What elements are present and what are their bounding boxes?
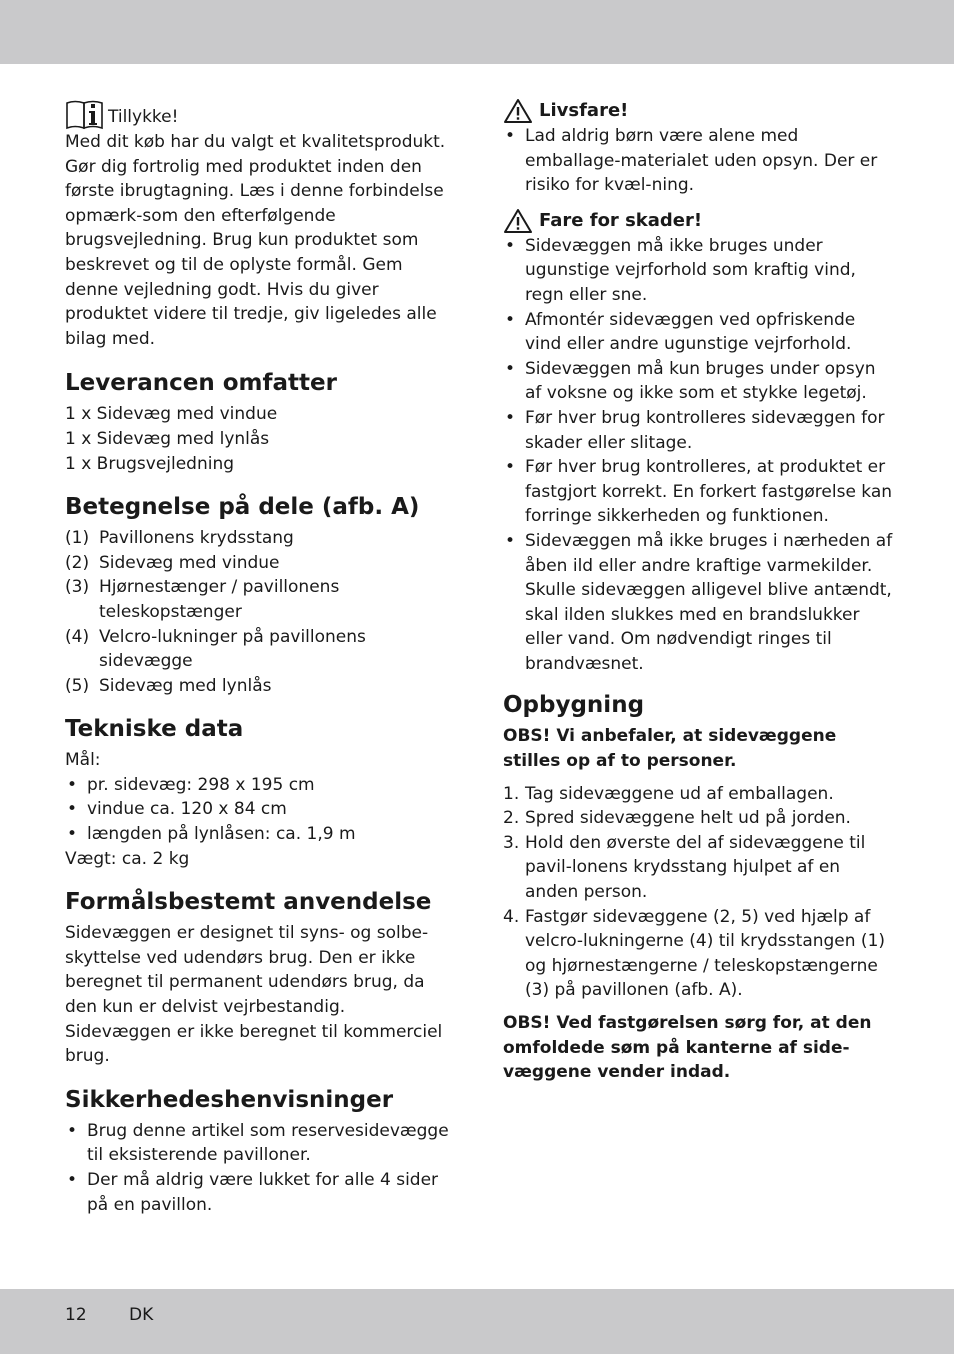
- danger-heading: [503, 98, 895, 124]
- parts-item: [65, 674, 455, 699]
- parts-item: [65, 575, 455, 624]
- left-column: [65, 98, 455, 1233]
- parts-section: [65, 492, 455, 698]
- parts-text: Hjørnestænger / pavillonens teleskopstænger: [99, 577, 340, 622]
- step-number: 1.: [503, 783, 520, 804]
- assembly-note: OBS! Vi anbefaler, at sidevæggene stilles op af to personer.: [503, 726, 837, 772]
- parts-number: (4): [65, 626, 90, 647]
- assembly-section: [503, 690, 895, 1084]
- parts-number: (5): [65, 675, 90, 696]
- tech-item: • vindue ca. 120 x 84 cm: [65, 797, 455, 822]
- parts-text: Velcro-lukninger på pavillonens sidevægge: [99, 626, 366, 672]
- injury-item: • Sidevæggen må ikke bruges under ugunstige vejrforhold som kraftig vind, regn eller sne.: [503, 234, 895, 308]
- safety-section: [65, 1085, 455, 1217]
- safety-item: • Brug denne artikel som reservesidevægge til eksisterende pavilloner.: [65, 1119, 455, 1168]
- step-number: 4.: [503, 906, 520, 927]
- parts-text: Sidevæg med vindue: [99, 552, 280, 573]
- purpose-text: Sidevæggen er designet til syns- og solbe-skyttelse ved udendørs brug. Den er ikke beregnet til permanent udendørs brug, da den kun er delvist vejrbestandig. Sidevæggen er ikke beregnet til kommerciel brug.: [65, 923, 443, 1067]
- assembly-step: [503, 806, 895, 831]
- parts-list: [65, 526, 455, 698]
- tech-dims-label: Mål:: [65, 750, 101, 771]
- injury-item: • Før hver brug kontrolleres, at produktet er fastgjort korrekt. En forkert fastgørelse kan forringe sikkerheden og funktionen.: [503, 455, 895, 529]
- page-number: 12: [65, 1305, 87, 1325]
- warning-triangle-icon: [503, 208, 533, 234]
- step-text: Spred sidevæggene helt ud på jorden.: [525, 808, 851, 829]
- tech-item: • længden på lynlåsen: ca. 1,9 m: [65, 822, 455, 847]
- step-text: Fastgør sidevæggene (2, 5) ved hjælp af velcro-lukningerne (4) til krydsstangen (1) og hjørnestængerne / teleskopstængerne (3) på pavillonen (afb. A).: [525, 906, 886, 1001]
- assembly-step: [503, 905, 895, 1003]
- intro-section: [65, 98, 455, 351]
- step-number: 3.: [503, 832, 520, 853]
- danger-item: • Lad aldrig børn være alene med emballage-materialet uden opsyn. Der er risiko for kvæl-ning.: [503, 124, 895, 198]
- parts-number: (2): [65, 552, 90, 573]
- injury-item: • Afmontér sidevæggen ved opfriskende vind eller andre ugunstige vejrforhold.: [503, 308, 895, 357]
- parts-item: [65, 625, 455, 674]
- parts-number: (1): [65, 528, 90, 549]
- delivery-heading: Leverancen omfatter: [65, 370, 337, 397]
- danger-section: [503, 98, 895, 198]
- info-book-icon: [65, 98, 105, 130]
- parts-item: [65, 526, 455, 551]
- injury-list: [503, 234, 895, 677]
- language-code: DK: [129, 1305, 154, 1325]
- injury-item: • Sidevæggen må ikke bruges i nærheden af åben ild eller andre kraftige varmekilder. Skulle sidevæggen alligevel blive antændt, skal ilden slukkes med en brandslukker eller vand. Om nødvendigt ringes til brandvæsnet.: [503, 529, 895, 677]
- purpose-heading: Formålsbestemt anvendelse: [65, 889, 432, 916]
- danger-title: Livsfare!: [539, 100, 629, 121]
- assembly-heading: Opbygning: [503, 692, 645, 719]
- injury-item: • Før hver brug kontrolleres sidevæggen for skader eller slitage.: [503, 406, 895, 455]
- step-text: Hold den øverste del af sidevæggene til pavil-lonens krydsstang hjulpet af en anden person.: [525, 832, 866, 903]
- parts-text: Sidevæg med lynlås: [99, 675, 272, 696]
- delivery-section: [65, 368, 455, 476]
- safety-heading: Sikkerhedeshenvisninger: [65, 1086, 394, 1113]
- intro-title: Tillykke!: [108, 107, 179, 128]
- injury-item: • Sidevæggen må kun bruges under opsyn af voksne og ikke som et stykke legetøj.: [503, 357, 895, 406]
- intro-text: Med dit køb har du valgt et kvalitetsprodukt. Gør dig fortrolig med produktet inden den første ibrugtagning. Læs i denne forbindelse opmærk-som den efterfølgende brugsvejledning. Brug kun produktet som beskrevet og til de oplyste formål. Gem denne vejledning godt. Hvis du giver produktet videre til tredje, giv ligeledes alle bilag med.: [65, 132, 446, 349]
- step-text: Tag sidevæggene ud af emballagen.: [525, 783, 834, 804]
- warning-triangle-icon: [503, 98, 533, 124]
- parts-heading: Betegnelse på dele (afb. A): [65, 494, 420, 521]
- safety-list: [65, 1119, 455, 1217]
- tech-weight: Vægt: ca. 2 kg: [65, 848, 190, 869]
- tech-heading: Tekniske data: [65, 716, 244, 743]
- delivery-item: 1 x Sidevæg med lynlås: [65, 428, 270, 449]
- intro-heading: [65, 98, 455, 130]
- injury-title: Fare for skader!: [539, 209, 703, 231]
- tech-section: [65, 714, 455, 871]
- parts-text: Pavillonens krydsstang: [99, 528, 294, 549]
- delivery-item: 1 x Sidevæg med vindue: [65, 404, 278, 425]
- header-bar: [0, 0, 954, 64]
- delivery-item: 1 x Brugsvejledning: [65, 453, 235, 474]
- purpose-section: [65, 887, 455, 1069]
- injury-heading: [503, 208, 895, 234]
- assembly-step: [503, 782, 895, 807]
- right-column: [503, 98, 895, 1101]
- step-number: 2.: [503, 808, 520, 829]
- safety-item: • Der må aldrig være lukket for alle 4 sider på en pavillon.: [65, 1168, 455, 1217]
- assembly-step: [503, 831, 895, 905]
- danger-list: [503, 124, 895, 198]
- tech-list: [65, 773, 455, 847]
- assembly-steps: [503, 782, 895, 1003]
- injury-section: [503, 208, 895, 677]
- assembly-warning-note: OBS! Ved fastgørelsen sørg for, at den omfoldede søm på kanterne af side-væggene vender indad.: [503, 1013, 872, 1083]
- parts-item: [65, 551, 455, 576]
- tech-item: • pr. sidevæg: 298 x 195 cm: [65, 773, 455, 798]
- parts-number: (3): [65, 577, 90, 598]
